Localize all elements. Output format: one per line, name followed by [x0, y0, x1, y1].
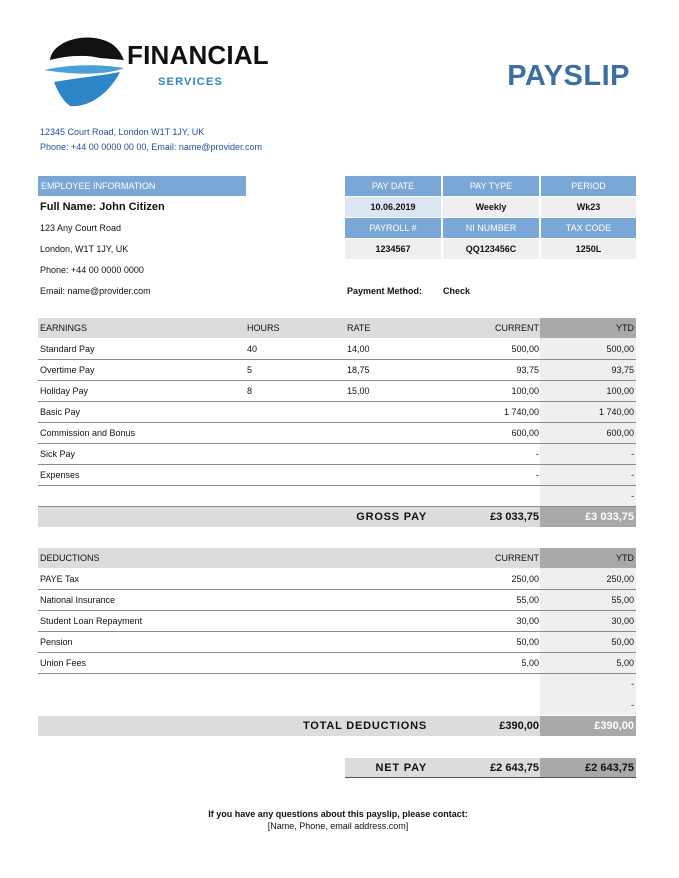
earning-hours: 40: [247, 344, 258, 354]
page-title: PAYSLIP: [507, 60, 630, 92]
deduction-name: Pension: [40, 637, 73, 647]
employee-phone: Phone: +44 00 0000 0000: [40, 265, 144, 275]
employee-address-line2: London, W1T 1JY, UK: [40, 244, 129, 254]
earning-ytd: 100,00: [606, 386, 634, 396]
footer-contact: [Name, Phone, email address.com]: [267, 821, 409, 831]
net-pay-current: £2 643,75: [490, 762, 539, 774]
earning-current: -: [536, 449, 539, 459]
employee-email: Email: name@provider.com: [40, 286, 151, 296]
period-label: PERIOD: [541, 176, 636, 196]
earning-hours: 5: [247, 365, 253, 375]
deduction-ytd: 55,00: [611, 595, 634, 605]
pay-date-label: PAY DATE: [345, 176, 441, 196]
earning-name: Holiday Pay: [40, 386, 89, 396]
gross-pay-ytd: £3 033,75: [585, 511, 634, 523]
pay-date-value: 10.06.2019: [345, 197, 441, 217]
earning-ytd: 93,75: [611, 365, 634, 375]
total-deductions-label: TOTAL DEDUCTIONS: [302, 720, 427, 732]
earnings-col-header: EARNINGS: [40, 323, 88, 333]
employee-address-line1: 123 Any Court Road: [40, 223, 122, 233]
ytd-col-header: YTD: [616, 323, 634, 333]
ni-number-label: NI NUMBER: [443, 218, 539, 238]
earning-rate: 15,00: [347, 386, 370, 396]
earning-hours: 8: [247, 386, 253, 396]
company-contact: Phone: +44 00 0000 00 00, Email: name@provider.com: [40, 142, 263, 152]
deduction-current: 5,00: [521, 658, 539, 668]
pay-type-value: Weekly: [443, 197, 539, 217]
footer-question: If you have any questions about this payslip, please contact:: [208, 809, 468, 819]
deduction-current: [440, 674, 539, 694]
earning-current: 100,00: [511, 386, 539, 396]
deductions-col-header: DEDUCTIONS: [40, 553, 100, 563]
tax-code-label: TAX CODE: [541, 218, 636, 238]
company-address: 12345 Court Road, London W1T 1JY, UK: [40, 127, 205, 137]
deduction-current: 55,00: [516, 595, 539, 605]
employee-info-header: EMPLOYEE INFORMATION: [38, 176, 246, 196]
logo-swoosh-icon: [40, 30, 126, 110]
deductions-ytd-header: YTD: [616, 553, 634, 563]
brand-tagline: SERVICES: [158, 76, 224, 88]
ni-number-value: QQ123456C: [443, 239, 539, 259]
pay-type-label: PAY TYPE: [443, 176, 539, 196]
earning-name: Standard Pay: [40, 344, 95, 354]
current-col-header: CURRENT: [495, 323, 539, 333]
deduction-name: National Insurance: [40, 595, 116, 605]
payroll-label: PAYROLL #: [345, 218, 441, 238]
deduction-ytd: 250,00: [606, 574, 634, 584]
brand-name: FINANCIAL: [127, 40, 269, 70]
total-deductions-ytd: £390,00: [594, 720, 634, 732]
earning-name: Commission and Bonus: [40, 428, 136, 438]
total-deductions-current: £390,00: [499, 720, 539, 732]
gross-pay-current: £3 033,75: [490, 511, 539, 523]
hours-col-header: HOURS: [247, 323, 280, 333]
payroll-value: 1234567: [345, 239, 441, 259]
deduction-name: Student Loan Repayment: [40, 616, 143, 626]
earning-ytd: 1 740,00: [598, 407, 634, 417]
deduction-current: 250,00: [511, 574, 539, 584]
deduction-name: PAYE Tax: [40, 574, 80, 584]
deduction-ytd: 50,00: [611, 637, 634, 647]
earning-ytd: -: [631, 491, 634, 501]
earning-current: [440, 486, 539, 506]
deduction-current: 50,00: [516, 637, 539, 647]
rate-col-header: RATE: [347, 323, 371, 333]
net-pay-label: NET PAY: [375, 762, 427, 774]
earning-current: 93,75: [516, 365, 539, 375]
company-logo: [40, 30, 126, 110]
deduction-ytd: 30,00: [611, 616, 634, 626]
period-value: Wk23: [541, 197, 636, 217]
earning-ytd: -: [631, 470, 634, 480]
earning-rate: 18,75: [347, 365, 370, 375]
earning-rate: 14,00: [347, 344, 370, 354]
earning-name: Sick Pay: [40, 449, 76, 459]
deduction-name: Union Fees: [40, 658, 87, 668]
earning-ytd: -: [631, 449, 634, 459]
earning-ytd: 600,00: [606, 428, 634, 438]
earning-current: 500,00: [511, 344, 539, 354]
payment-method-label: Payment Method:: [347, 286, 423, 296]
deduction-current: 30,00: [516, 616, 539, 626]
deduction-current: [440, 695, 539, 715]
deduction-ytd: -: [631, 679, 634, 689]
earning-name: Overtime Pay: [40, 365, 95, 375]
payment-method-value: Check: [443, 286, 471, 296]
employee-full-name: Full Name: John Citizen: [40, 201, 165, 213]
earning-current: 600,00: [511, 428, 539, 438]
earning-ytd: 500,00: [606, 344, 634, 354]
deductions-current-header: CURRENT: [495, 553, 539, 563]
net-pay-ytd: £2 643,75: [585, 762, 634, 774]
earning-current: -: [536, 470, 539, 480]
deduction-ytd: 5,00: [616, 658, 634, 668]
tax-code-value: 1250L: [541, 239, 636, 259]
deduction-ytd: -: [631, 700, 634, 710]
gross-pay-label: GROSS PAY: [356, 511, 427, 523]
earning-name: Expenses: [40, 470, 80, 480]
earning-name: Basic Pay: [40, 407, 81, 417]
earning-current: 1 740,00: [503, 407, 539, 417]
